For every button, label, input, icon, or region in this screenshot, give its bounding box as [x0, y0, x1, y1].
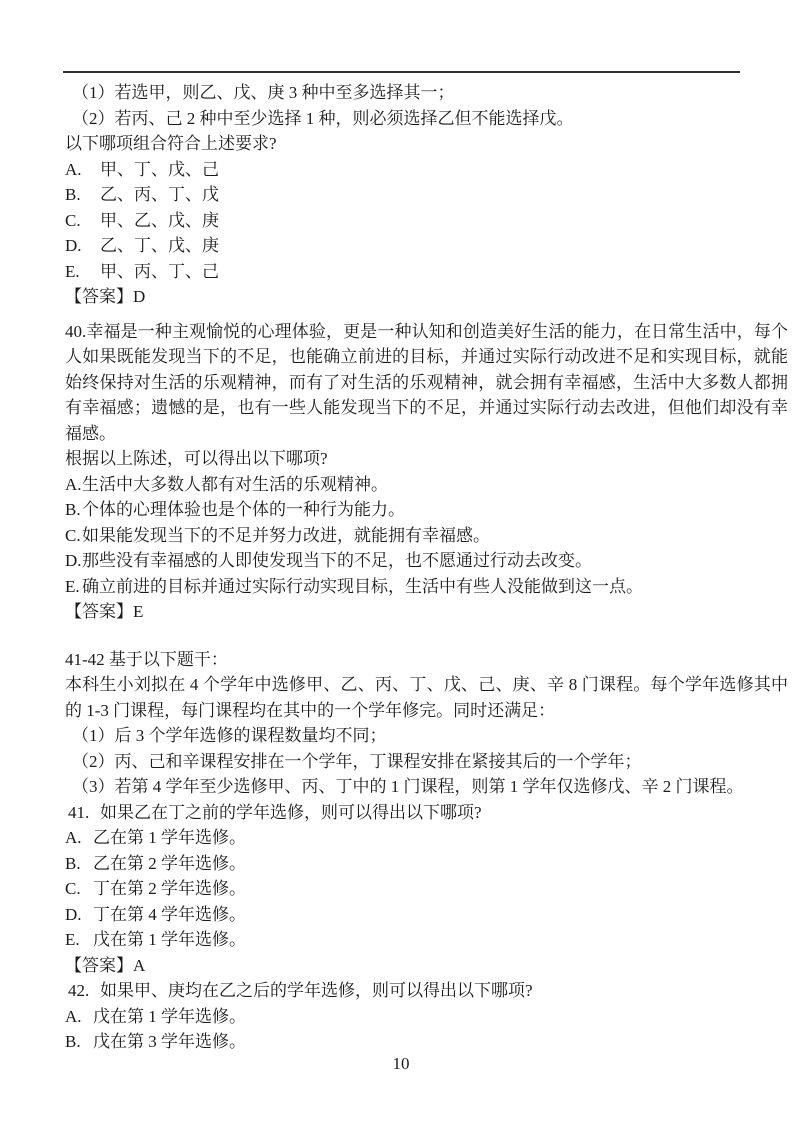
q40-option-d — [65, 548, 788, 574]
q40-option-b — [65, 497, 788, 523]
option-text: 乙、丙、丁、戊 — [100, 185, 219, 204]
q40-question: 根据以上陈述，可以得出以下哪项? — [65, 449, 328, 468]
option-label: E. — [65, 930, 80, 949]
block41-42-condition-1: （1）后 3 个学年选修的课程数量均不同； — [72, 726, 387, 745]
option-text: 确立前进的目标并通过实际行动实现目标，生活中有些人没能做到这一点。 — [82, 576, 643, 596]
option-text: 丁在第 4 学年选修。 — [93, 904, 246, 924]
page-number: 10 — [392, 1054, 410, 1073]
option-text: 个体的心理体验也是个体的一种行为能力。 — [82, 500, 405, 519]
option-text: 生活中大多数人都有对生活的乐观精神。 — [82, 474, 388, 494]
page-content — [65, 80, 788, 1055]
option-label: B. — [65, 500, 81, 519]
option-text: 乙、丁、戊、庚 — [100, 236, 219, 255]
q41-question-line — [65, 800, 788, 826]
header-rule — [63, 71, 740, 73]
question-number: 41. — [68, 802, 90, 822]
q39-condition-2: （2）若丙、己 2 种中至少选择 1 种，则必须选择乙但不能选择戊。 — [72, 108, 574, 128]
option-label: A. — [65, 474, 82, 494]
option-label: B. — [65, 185, 81, 204]
q39-option-e — [65, 259, 788, 285]
option-label: B. — [65, 1032, 81, 1051]
option-label: E. — [65, 261, 80, 281]
option-text: 戊在第 1 学年选修。 — [93, 1006, 246, 1026]
option-label: D. — [65, 551, 82, 570]
option-label: D. — [65, 904, 82, 924]
option-label: A. — [65, 828, 82, 847]
q39-answer: 【答案】D — [65, 287, 146, 306]
q41-option-c — [65, 876, 788, 902]
q39-question: 以下哪项组合符合上述要求? — [65, 134, 277, 153]
q41-option-b — [65, 851, 788, 877]
option-text: 甲、丙、丁、己 — [100, 261, 219, 281]
q41-option-e — [65, 927, 788, 953]
option-text: 戊在第 1 学年选修。 — [93, 930, 246, 949]
option-text: 乙在第 1 学年选修。 — [93, 828, 246, 847]
q41-option-a — [65, 825, 788, 851]
option-label: C. — [65, 525, 81, 545]
block41-42-stem: 本科生小刘拟在 4 个学年中选修甲、乙、丙、丁、戊、己、庚、辛 8 门课程。每个学年选修其中的 1-3 门课程，每门课程均在其中的一个学年修完。同时还满足： — [65, 675, 788, 720]
option-text: 丁在第 2 学年选修。 — [93, 879, 246, 898]
option-text: 甲、乙、戊、庚 — [100, 210, 219, 230]
block41-42-header: 41-42 基于以下题干： — [65, 649, 228, 669]
q41-option-d — [65, 902, 788, 928]
question-number: 42. — [68, 981, 90, 1000]
option-label: A. — [65, 1006, 82, 1026]
question-text: 如果乙在丁之前的学年选修，则可以得出以下哪项? — [100, 802, 482, 822]
q39-option-a — [65, 157, 788, 183]
q41-answer: 【答案】A — [65, 955, 146, 975]
option-label: A. — [65, 159, 82, 179]
option-label: C. — [65, 210, 81, 230]
q42-question-line — [65, 978, 788, 1004]
option-text: 那些没有幸福感的人即使发现当下的不足，也不愿通过行动去改变。 — [82, 551, 592, 570]
q39-condition-1: （1）若选甲，则乙、戊、庚 3 种中至多选择其一； — [72, 83, 455, 102]
option-text: 如果能发现当下的不足并努力改进，就能拥有幸福感。 — [82, 525, 490, 545]
q39-option-b — [65, 182, 788, 208]
q40-option-e — [65, 574, 788, 600]
option-text: 乙在第 2 学年选修。 — [93, 853, 246, 873]
block41-42-condition-2: （2）丙、己和辛课程安排在一个学年，丁课程安排在紧接其后的一个学年； — [72, 751, 642, 771]
option-label: E. — [65, 576, 80, 596]
q42-option-a — [65, 1004, 788, 1030]
block41-42-condition-3: （3）若第 4 学年至少选修甲、丙、丁中的 1 门课程，则第 1 学年仅选修戊、辛 2 门课程。 — [72, 777, 744, 796]
option-text: 戊在第 3 学年选修。 — [93, 1032, 246, 1051]
q40-option-a — [65, 472, 788, 498]
question-text: 如果甲、庚均在乙之后的学年选修，则可以得出以下哪项? — [100, 981, 533, 1000]
q40-option-c — [65, 523, 788, 549]
q39-option-d — [65, 233, 788, 259]
option-label: D. — [65, 236, 82, 255]
option-text: 甲、丁、戊、己 — [100, 159, 219, 179]
option-label: B. — [65, 853, 81, 873]
q39-option-c — [65, 208, 788, 234]
q40-answer: 【答案】E — [65, 602, 144, 621]
option-label: C. — [65, 879, 81, 898]
q40-stem: 40.幸福是一种主观愉悦的心理体验，更是一种认知和创造美好生活的能力，在日常生活中，每个人如果既能发现当下的不足，也能确立前进的目标，并通过实际行动改进不足和实现目标，就能始终保持对生活的乐观精神，而有了对生活的乐观精神，就会拥有幸福感，生活中大多数人都拥有幸福感；遗憾的是，也有一些人能发现当下的不足，并通过实际行动去改进，但他们却没有幸福感。 — [65, 321, 788, 443]
